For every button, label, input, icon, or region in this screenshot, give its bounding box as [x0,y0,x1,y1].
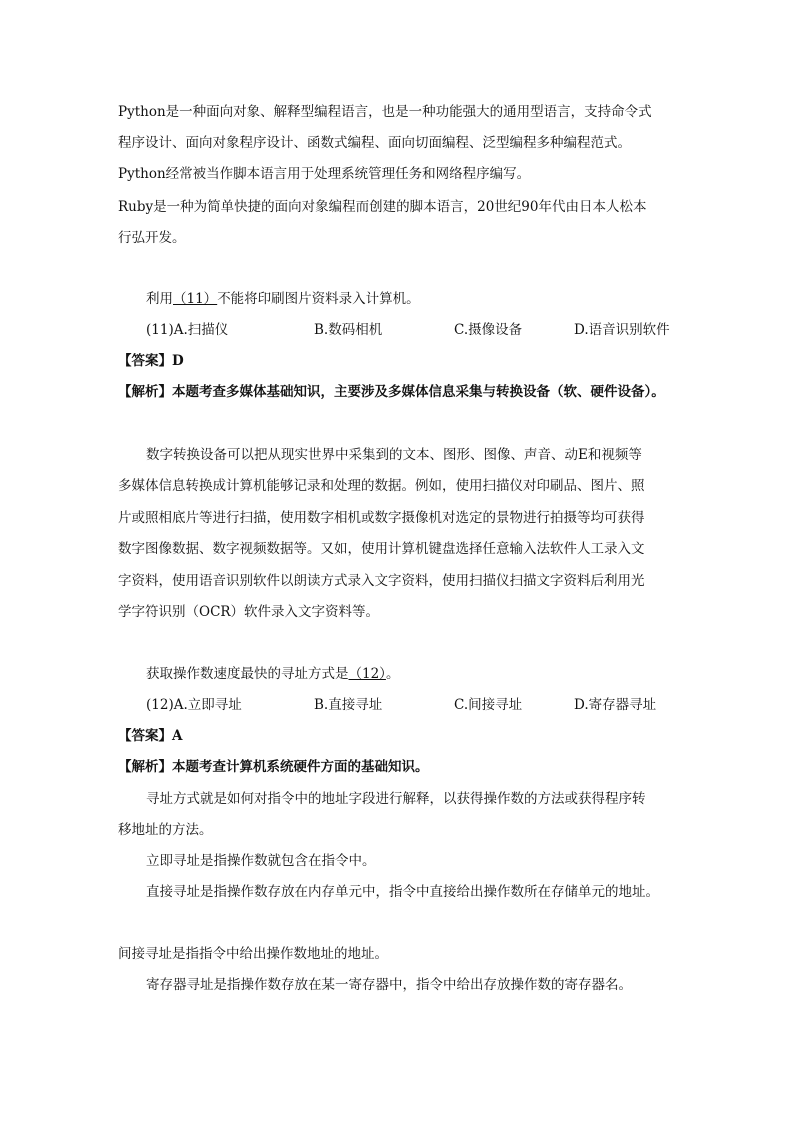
q11-para-line-2: 多媒体信息转换成计算机能够记录和处理的数据。例如，使用扫描仪对印刷品、图片、照 [118,478,645,494]
intro-line-4: Ruby是一种为简单快捷的面向对象编程而创建的脚本语言，20世纪90年代由日本人松本 [118,199,647,215]
intro-line-1: Python是一种面向对象、解释型编程语言，也是一种功能强大的通用型语言，支持命令式 [118,104,652,120]
q11-para-line-6: 学字符识别（OCR）软件录入文字资料等。 [118,604,380,620]
q12-line-3: 立即寻址是指操作数就包含在指令中。 [146,853,376,869]
q12-blank: （12） [348,666,386,682]
q12-option-a: (12)A.立即寻址 [146,697,242,713]
intro-line-5: 行弘开发。 [118,230,186,246]
q11-analysis: 【解析】本题考查多媒体基础知识，主要涉及多媒体信息采集与转换设备（软、硬件设备）。 [118,384,665,400]
q12-stem [146,665,399,683]
q11-para-line-5: 字资料，使用语音识别软件以朗读方式录入文字资料，使用扫描仪扫描文字资料后利用光 [118,573,645,589]
q12-line-6: 寄存器寻址是指操作数存放在某一寄存器中，指令中给出存放操作数的寄存器名。 [146,977,632,993]
q12-answer: 【答案】A [118,728,183,744]
q12-analysis: 【解析】本题考查计算机系统硬件方面的基础知识。 [118,759,429,775]
q12-stem-after: 。 [385,666,400,682]
q11-para-line-3: 片或照相底片等进行扫描，使用数字相机或数字摄像机对选定的景物进行拍摄等均可获得 [118,510,645,526]
q12-option-b: B.直接寻址 [314,697,383,713]
q11-option-d: D.语音识别软件 [574,322,670,338]
q12-line-2: 移地址的方法。 [118,822,213,838]
q11-option-a: (11)A.扫描仪 [146,322,229,338]
q11-blank: （11） [173,291,218,307]
q11-option-b: B.数码相机 [314,322,383,338]
q12-option-c: C.间接寻址 [454,697,523,713]
q12-line-4: 直接寻址是指操作数存放在内存单元中，指令中直接给出操作数所在存储单元的地址。 [146,884,659,900]
intro-line-2: 程序设计、面向对象程序设计、函数式编程、面向切面编程、泛型编程多种编程范式。 [118,135,631,151]
q12-line-5: 间接寻址是指指令中给出操作数地址的地址。 [118,946,388,962]
q11-para-line-1: 数字转换设备可以把从现实世界中采集到的文本、图形、图像、声音、动E和视频等 [146,447,642,463]
q11-stem-after: 不能将印刷图片资料录入计算机。 [217,291,420,307]
q11-stem-before: 利用 [146,291,173,307]
q11-para-line-4: 数字图像数据、数字视频数据等。又如，使用计算机键盘选择任意输入法软件人工录入文 [118,541,645,557]
q12-stem-before: 获取操作数速度最快的寻址方式是 [146,666,349,682]
q12-line-1: 寻址方式就是如何对指令中的地址字段进行解释，以获得操作数的方法或获得程序转 [146,791,646,807]
q11-stem [146,290,420,308]
q11-option-c: C.摄像设备 [454,322,523,338]
q12-option-d: D.寄存器寻址 [574,697,657,713]
q11-answer: 【答案】D [118,353,184,369]
intro-line-3: Python经常被当作脚本语言用于处理系统管理任务和网络程序编写。 [118,166,531,182]
